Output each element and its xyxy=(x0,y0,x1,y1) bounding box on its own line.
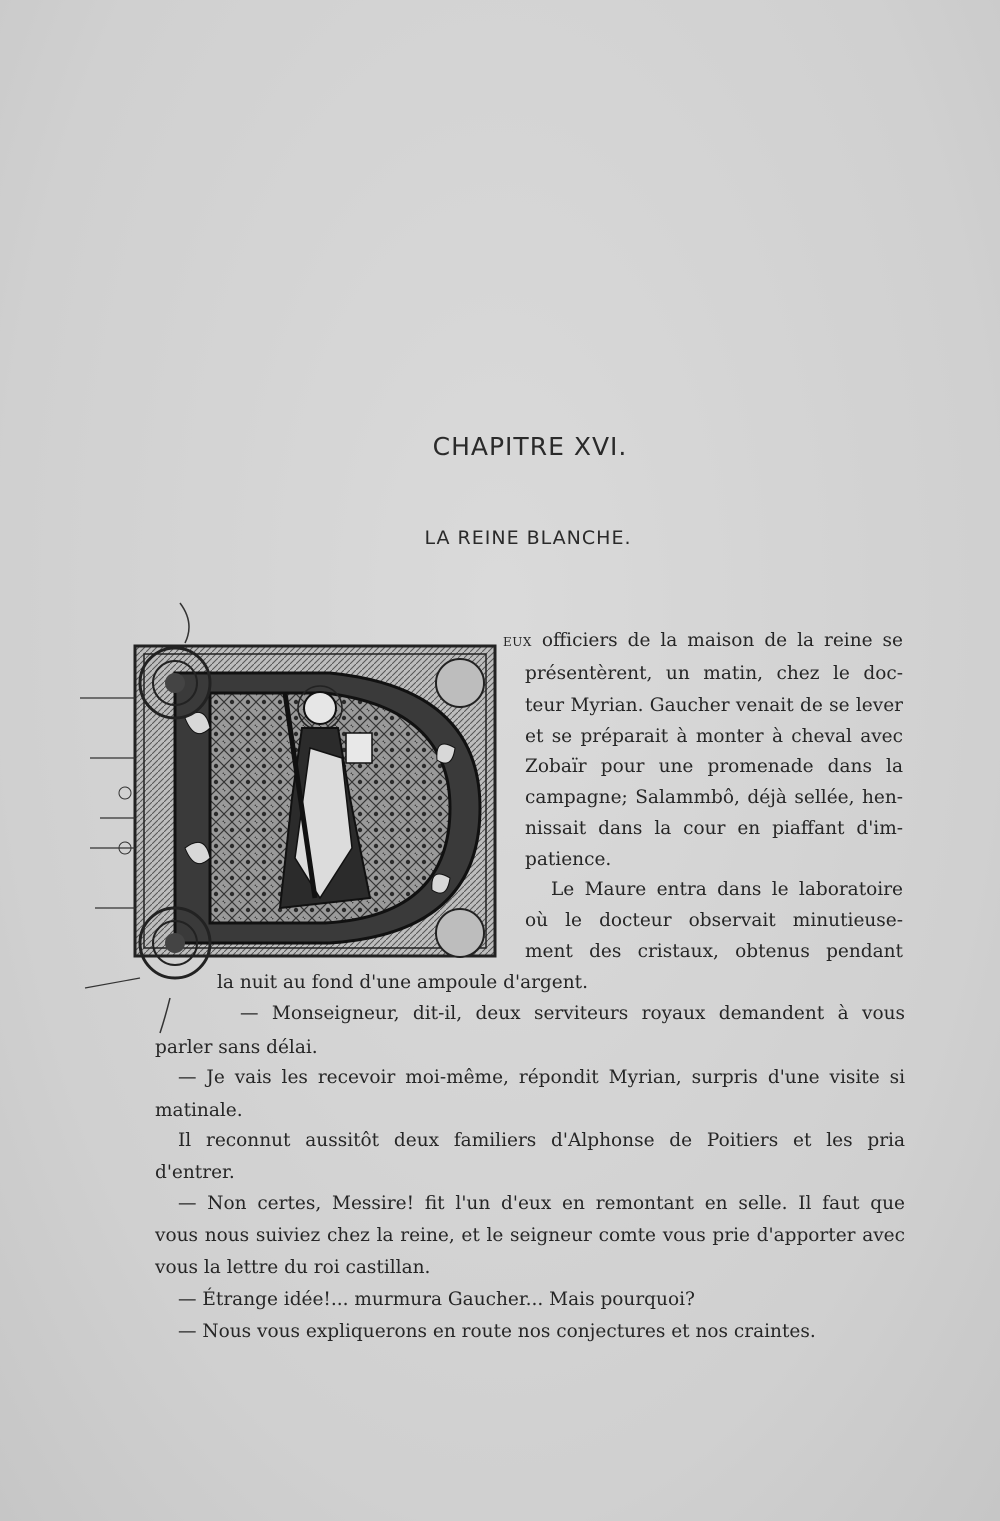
text-line: nissait dans la cour en piaffant d'im- xyxy=(525,818,903,839)
text-line: vous nous suiviez chez la reine, et le seigneur comte vous prie d'apporter avec xyxy=(155,1225,905,1246)
text-line: présentèrent, un matin, chez le doc- xyxy=(525,663,903,684)
text-line: patience. xyxy=(525,849,612,870)
chapter-subtitle: LA REINE BLANCHE. xyxy=(424,527,632,549)
text-line: — Je vais les recevoir moi-même, répondit Myrian, surpris d'une visite si xyxy=(178,1067,905,1088)
text-line: d'entrer. xyxy=(155,1162,235,1183)
chapter-title: CHAPITRE XVI. xyxy=(432,432,628,461)
text-line: — Étrange idée!... murmura Gaucher... Mais pourquoi? xyxy=(178,1289,695,1310)
text-line: la nuit au fond d'une ampoule d'argent. xyxy=(217,972,588,993)
text-line: campagne; Salammbô, déjà sellée, hen- xyxy=(525,787,903,808)
text-line: EUX officiers de la maison de la reine se xyxy=(503,630,903,651)
text-line: vous la lettre du roi castillan. xyxy=(155,1257,431,1278)
text-line: Le Maure entra dans le laboratoire xyxy=(551,879,903,900)
drop-cap-letter: D xyxy=(80,598,81,599)
text-line: matinale. xyxy=(155,1100,243,1121)
text-line: teur Myrian. Gaucher venait de se lever xyxy=(525,695,903,716)
text-line: — Nous vous expliquerons en route nos conjectures et nos craintes. xyxy=(178,1321,816,1342)
text-line: et se préparait à monter à cheval avec xyxy=(525,726,903,747)
drop-cap-continuation: EUX xyxy=(503,635,532,649)
text-line: parler sans délai. xyxy=(155,1037,318,1058)
text-line: — Non certes, Messire! fit l'un d'eux en remontant en selle. Il faut que xyxy=(178,1193,905,1214)
text-line: ment des cristaux, obtenus pendant xyxy=(525,941,903,962)
text-line: Il reconnut aussitôt deux familiers d'Alphonse de Poitiers et les pria xyxy=(178,1130,905,1151)
text-line: — Monseigneur, dit-il, deux serviteurs royaux demandent à vous xyxy=(240,1003,905,1024)
text-line: où le docteur observait minutieuse- xyxy=(525,910,903,931)
text-line: Zobaïr pour une promenade dans la xyxy=(525,756,903,777)
